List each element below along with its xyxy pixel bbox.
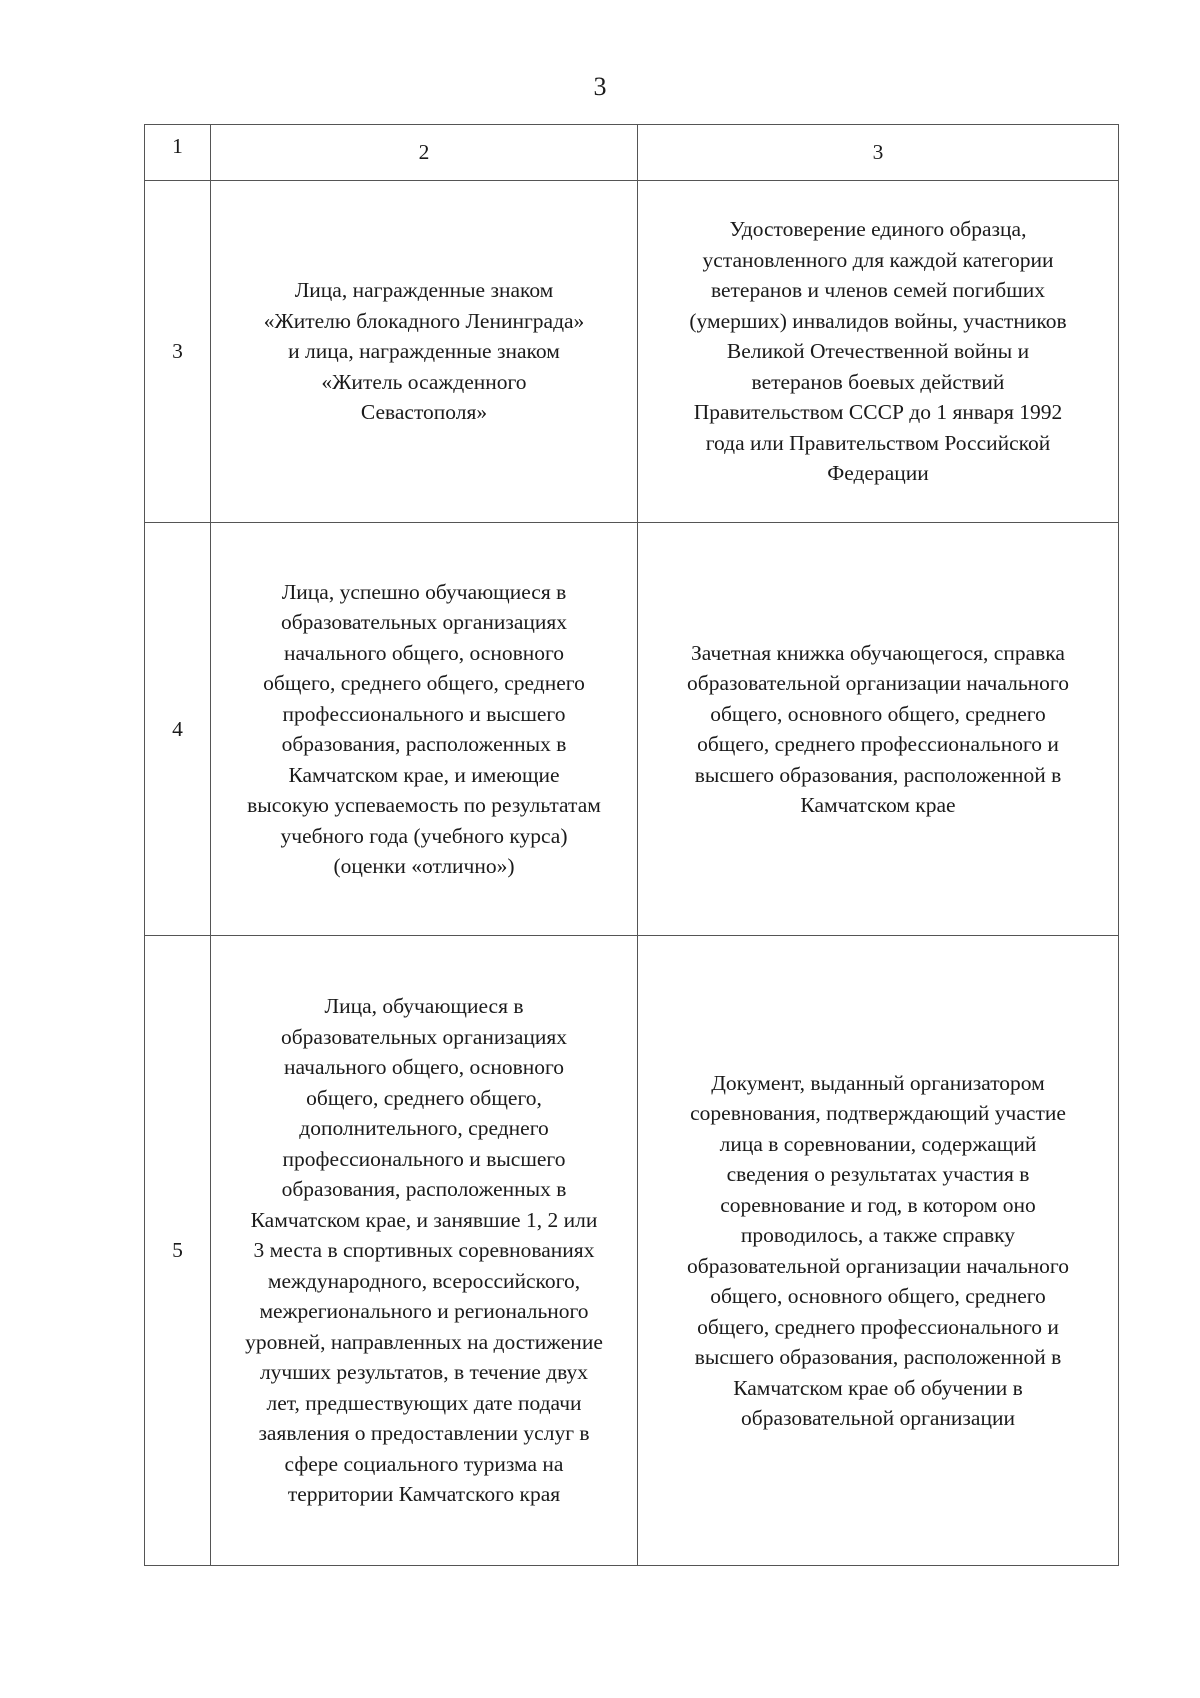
category-text: Лица, обучающиеся в образовательных организациях начального общего, основного общего, среднего общего, дополнительного, среднего профессионального и высшего образования, расположенных в Камчатском крае, и занявшие 1, 2 или 3 места в спортивных соревнованиях международного, всероссийского, межрегионального и регионального уровней, направленных на достижение лучших результатов, в течение двух лет, предшествующих дате подачи заявления о предоставлении услуг в сфере социального туризма на территории Камчатского края xyxy=(245,994,603,1507)
document-text: Удостоверение единого образца, установленного для каждой категории ветеранов и членов семей погибших (умерших) инвалидов войны, участников Великой Отечественной войны и ветеранов боевых действий Правительством СССР до 1 января 1992 года или Правительством Российской Федерации xyxy=(689,217,1067,486)
document-text: Документ, выданный организатором соревнования, подтверждающий участие лица в соревновании, содержащий сведения о результатах участия в соревнование и год, в котором оно проводилось, а также справку образовательной организации начального общего, основного общего, среднего общего, среднего профессионального и высшего образования, расположенной в Камчатском крае об обучении в образовательной организации xyxy=(687,1070,1069,1430)
column-number-header-2: 2 xyxy=(211,125,638,181)
page-number: 3 xyxy=(593,72,607,101)
category-text: Лица, успешно обучающиеся в образовательных организациях начального общего, основного общего, среднего общего, среднего профессионального и высшего образования, расположенных в Камчатском крае, и имеющие высокую успеваемость по результатам учебного года (учебного курса) (оценки «отлично») xyxy=(247,579,601,878)
table-row xyxy=(145,181,1119,523)
column-number-header-3: 3 xyxy=(638,125,1119,181)
column-number-header-1: 1 xyxy=(145,125,211,181)
eligibility-table xyxy=(144,124,1119,1566)
document-cell xyxy=(638,181,1119,523)
category-text: Лица, награжденные знаком «Жителю блокадного Ленинграда» и лица, награжденные знаком «Житель осажденного Севастополя» xyxy=(263,278,585,425)
row-number: 5 xyxy=(145,936,211,1566)
row-number: 4 xyxy=(145,523,211,936)
table-row xyxy=(145,523,1119,936)
category-cell xyxy=(211,181,638,523)
row-number: 3 xyxy=(145,181,211,523)
document-text: Зачетная книжка обучающегося, справка образовательной организации начального общего, основного общего, среднего общего, среднего профессионального и высшего образования, расположенной в Камчатском крае xyxy=(687,640,1069,817)
category-cell xyxy=(211,523,638,936)
category-cell xyxy=(211,936,638,1566)
table-header-row xyxy=(145,125,1119,181)
document-cell xyxy=(638,936,1119,1566)
table-row xyxy=(145,936,1119,1566)
document-cell xyxy=(638,523,1119,936)
